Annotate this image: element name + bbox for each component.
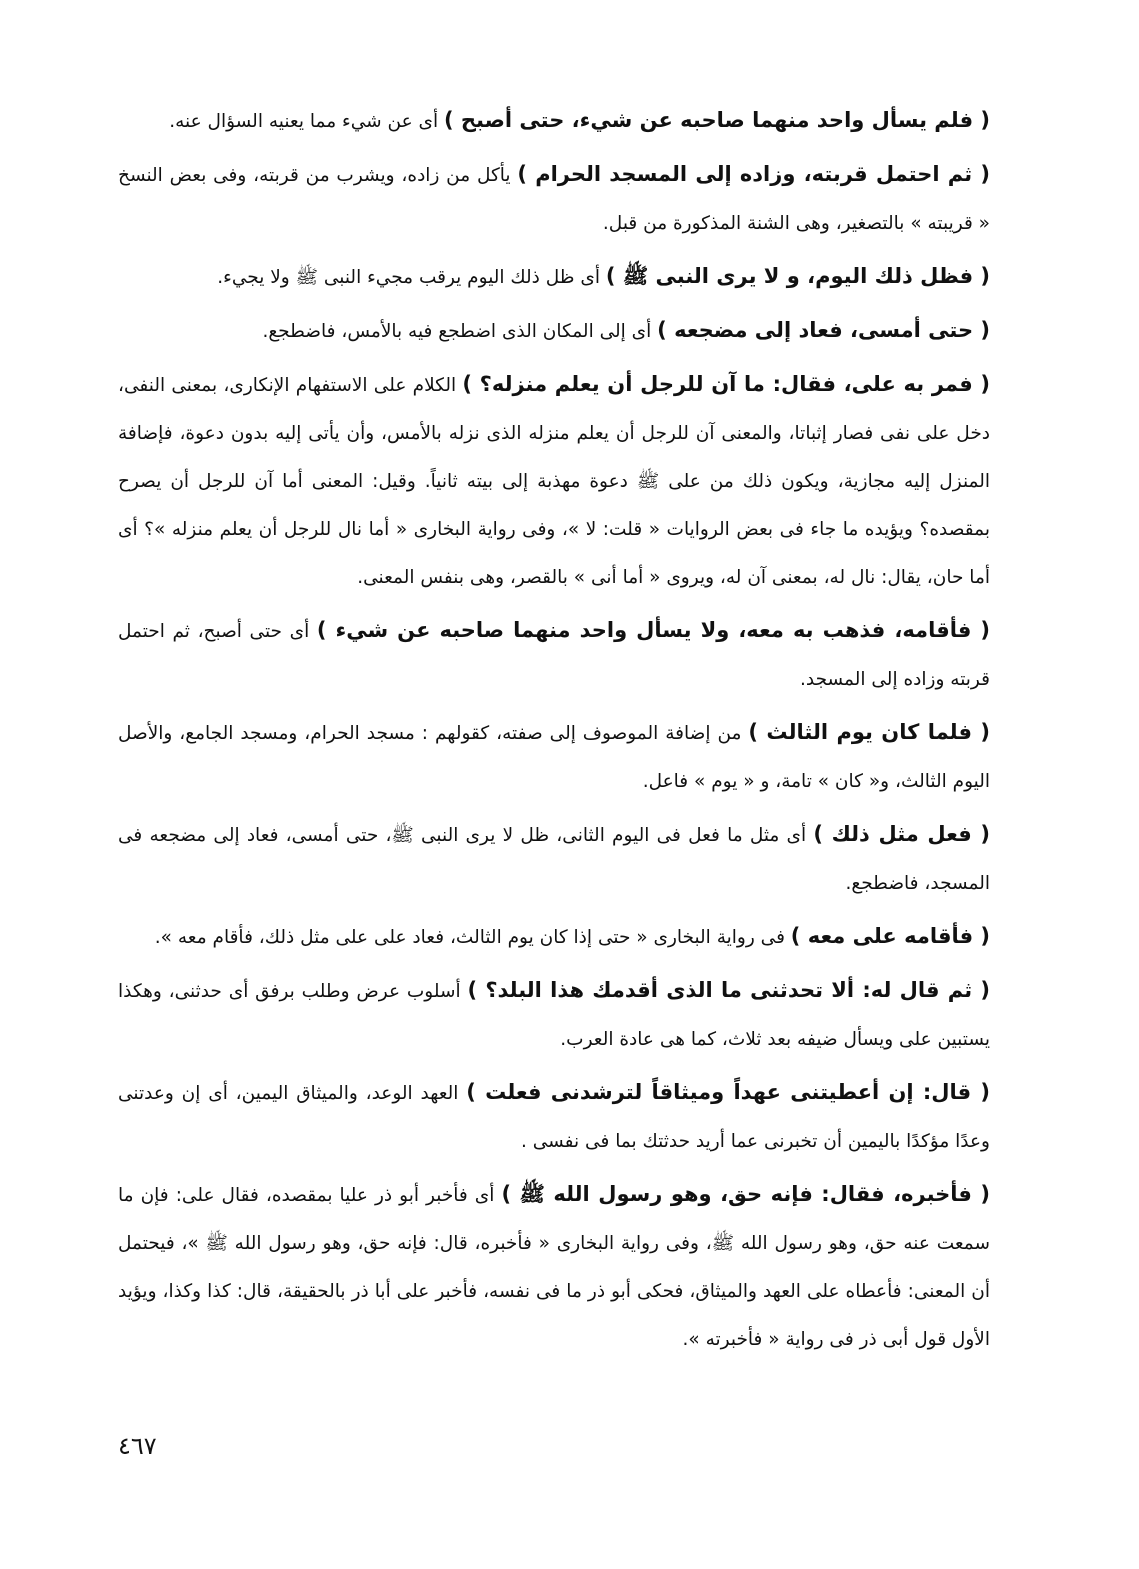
commentary-text: الكلام على الاستفهام الإنكارى، بمعنى النفى، دخل على نفى فصار إثباتا، والمعنى آن للرجل أن يعلم منزله الذى نزله بالأمس، وأن يأتى إليه بدون دعوة، فإضافة المنزل إليه مجازية، ويكون ذلك من على ﷺ دعوة مهذبة إلى بيته ثانياً. وقيل: المعنى أما آن للرجل أن يصرح بمقصده؟ ويؤيده ما جاء فى بعض الروايات « قلت: لا »، وفى رواية البخارى « أما نال للرجل أن يعلم منزله »؟ أى أما حان، يقال: نال له، بمعنى آن له، ويروى « أما أنى » بالقصر، وهى بنفس المعنى.: [118, 375, 990, 588]
quoted-hadith-text: ( فمر به على، فقال: ما آن للرجل أن يعلم منزله؟ ): [462, 372, 991, 396]
paragraph-7: [118, 708, 990, 806]
commentary-text: أى مثل ما فعل فى اليوم الثانى، ظل لا يرى النبى ﷺ، حتى أمسى، فعاد إلى مضجعه فى المسجد، فاضطجع.: [118, 825, 990, 894]
quoted-hadith-text: ( فأقامه على معه ): [790, 924, 990, 948]
paragraph-4: [118, 306, 990, 356]
commentary-text: أى إلى المكان الذى اضطجع فيه بالأمس، فاضطجع.: [262, 321, 658, 342]
paragraph-8: [118, 810, 990, 908]
quoted-hadith-text: ( فعل مثل ذلك ): [813, 822, 991, 846]
commentary-text: يأكل من زاده، ويشرب من قربته، وفى بعض النسخ « قريبته » بالتصغير، وهى الشنة المذكورة من قبل.: [118, 165, 990, 234]
quoted-hadith-text: ( ثم قال له: ألا تحدثنى ما الذى أقدمك هذا البلد؟ ): [467, 978, 990, 1002]
paragraph-3: [118, 252, 990, 302]
paragraph-12: [118, 1170, 990, 1364]
paragraph-10: [118, 966, 990, 1064]
paragraph-1: [118, 96, 990, 146]
paragraph-2: [118, 150, 990, 248]
paragraph-9: [118, 912, 990, 962]
page-body: [118, 96, 990, 1368]
quoted-hadith-text: ( فلما كان يوم الثالث ): [748, 720, 990, 744]
commentary-text: أى ظل ذلك اليوم يرقب مجيء النبى ﷺ ولا يجيء.: [217, 267, 606, 288]
commentary-text: العهد الوعد، والميثاق اليمين، أى إن وعدتنى وعدًا مؤكدًا باليمين أن تخبرنى عما أريد حدثتك بما فى نفسى .: [118, 1083, 990, 1152]
commentary-text: فى رواية البخارى « حتى إذا كان يوم الثالث، فعاد على على مثل ذلك، فأقام معه ».: [154, 927, 791, 948]
commentary-text: أسلوب عرض وطلب برفق أى حدثنى، وهكذا يستبين على ويسأل ضيفه بعد ثلاث، كما هى عادة العرب.: [118, 981, 990, 1050]
commentary-text: أى فأخبر أبو ذر عليا بمقصده، فقال على: فإن ما سمعت عنه حق، وهو رسول الله ﷺ، وفى رواية البخارى « فأخبره، قال: فإنه حق، وهو رسول الله ﷺ »، فيحتمل أن المعنى: فأعطاه على العهد والميثاق، فحكى أبو ذر ما فى نفسه، فأخبر على أبا ذر بالحقيقة، قال: كذا وكذا، ويؤيد الأول قول أبى ذر فى رواية « فأخبرته ».: [118, 1185, 990, 1350]
quoted-hadith-text: ( فأقامه، فذهب به معه، ولا يسأل واحد منهما صاحبه عن شيء ): [316, 618, 990, 642]
commentary-text: أى حتى أصبح، ثم احتمل قربته وزاده إلى المسجد.: [118, 621, 990, 690]
commentary-text: من إضافة الموصوف إلى صفته، كقولهم : مسجد الحرام، ومسجد الجامع، والأصل اليوم الثالث، و« كان » تامة، و « يوم » فاعل.: [118, 723, 990, 792]
quoted-hadith-text: ( ثم احتمل قربته، وزاده إلى المسجد الحرام ): [517, 162, 990, 186]
commentary-text: أى عن شيء مما يعنيه السؤال عنه.: [169, 111, 444, 132]
quoted-hadith-text: ( فأخبره، فقال: فإنه حق، وهو رسول الله ﷺ ): [501, 1182, 990, 1206]
quoted-hadith-text: ( قال: إن أعطيتنى عهداً وميثاقاً لترشدنى فعلت ): [466, 1080, 991, 1104]
quoted-hadith-text: ( فظل ذلك اليوم، و لا يرى النبى ﷺ ): [605, 264, 990, 288]
quoted-hadith-text: ( فلم يسأل واحد منهما صاحبه عن شيء، حتى أصبح ): [444, 108, 990, 132]
quoted-hadith-text: ( حتى أمسى، فعاد إلى مضجعه ): [657, 318, 990, 342]
paragraph-6: [118, 606, 990, 704]
paragraph-11: [118, 1068, 990, 1166]
page-number: ٤٦٧: [118, 1432, 157, 1460]
paragraph-5: [118, 360, 990, 602]
